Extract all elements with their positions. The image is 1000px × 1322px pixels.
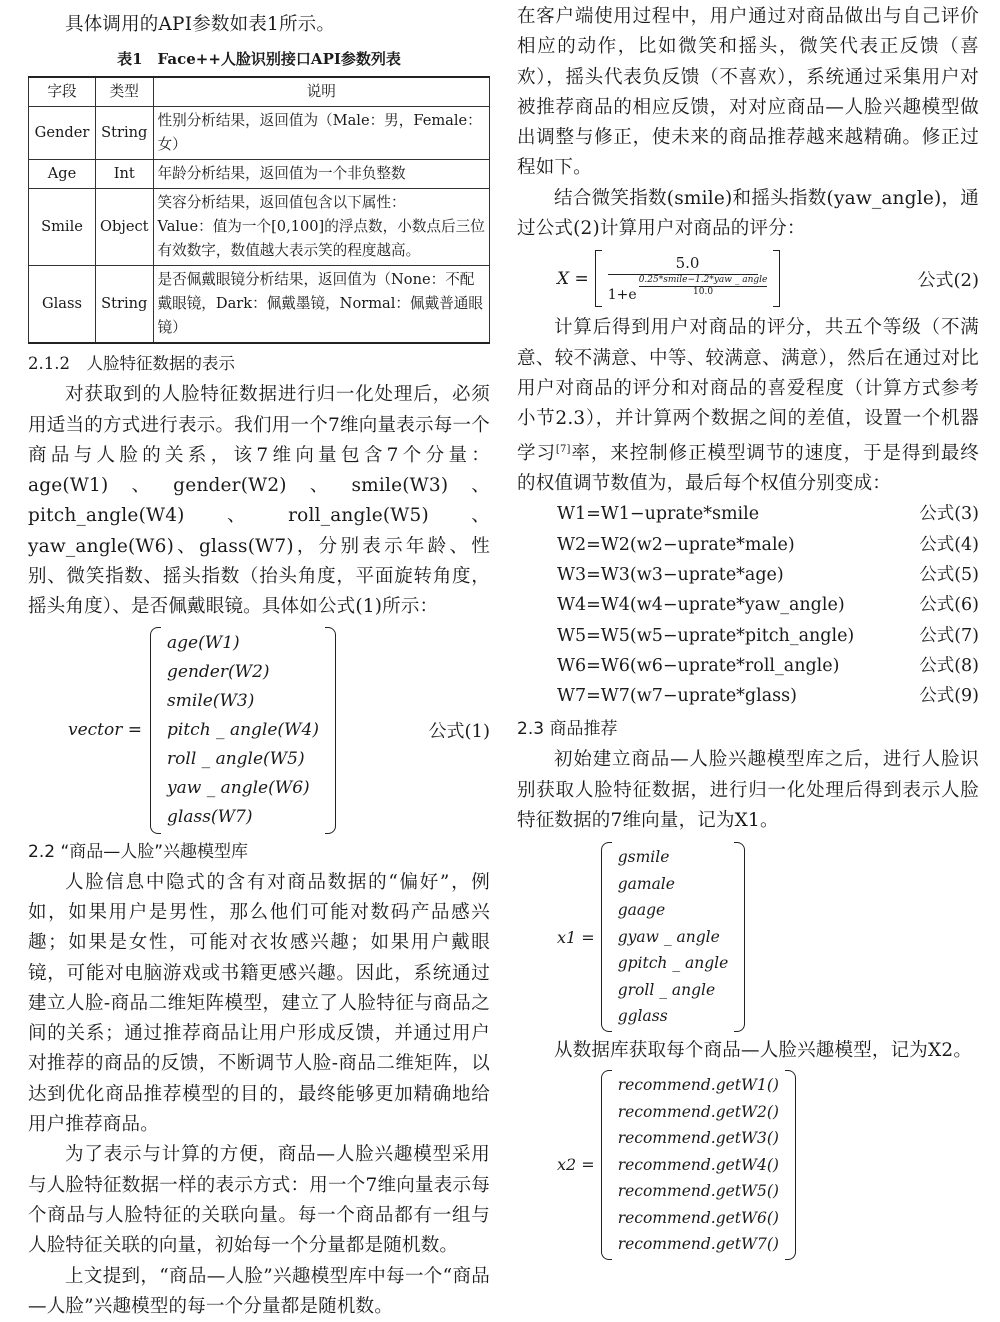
table-cell-type: String <box>96 107 154 160</box>
equation-number: 公式(8) <box>919 655 979 676</box>
equation-number: 公式(2) <box>917 269 979 291</box>
table-header: 类型 <box>96 77 154 107</box>
x1-vector-equation <box>557 842 979 1032</box>
table-header: 说明 <box>153 77 489 107</box>
vector-item: recommend.getW7() <box>617 1235 779 1254</box>
vector-item: smile(W3) <box>167 690 255 711</box>
equation-text: W1=W1−uprate*smile <box>557 504 760 525</box>
equation-text: W2=W2(w2−uprate*male) <box>557 534 795 555</box>
body-paragraph: 上文提到，“商品—人脸”兴趣模型库中每一个“商品—人脸”兴趣模型的每一个分量都是随机数。 <box>28 1265 490 1317</box>
vector-item: glass(W7) <box>167 806 253 827</box>
vector-item: gpitch _ angle <box>617 954 729 973</box>
equation-text: W3=W3(w3−uprate*age) <box>557 564 784 585</box>
vector-item: gender(W2) <box>167 661 270 682</box>
vector-item: gglass <box>617 1007 668 1026</box>
table-caption: 表1 Face++人脸识别接口API参数列表 <box>117 50 401 69</box>
equation-number: 公式(6) <box>919 595 979 616</box>
table-cell-type: Object <box>96 189 154 266</box>
vector-item: gyaw _ angle <box>617 927 720 946</box>
left-bracket <box>595 250 602 307</box>
api-parameter-table <box>28 76 490 344</box>
column-vector <box>601 842 746 1032</box>
weight-equation <box>517 560 979 590</box>
body-paragraph: 结合微笑指数(smile)和摇头指数(yaw_angle)，通过公式(2)计算用户对商品的评分： <box>517 187 979 240</box>
vector-item: yaw _ angle(W6) <box>167 777 310 798</box>
equation-text: W6=W6(w6−uprate*roll_angle) <box>557 655 840 676</box>
left-bracket <box>601 1070 612 1260</box>
table-row <box>29 160 490 189</box>
right-bracket <box>773 250 780 307</box>
equation-2 <box>557 250 979 307</box>
table-cell-field: Smile <box>29 189 96 266</box>
table-cell-field: Age <box>29 160 96 189</box>
vector-items <box>612 842 735 1032</box>
right-bracket <box>734 842 745 1032</box>
table-desc-line: 笑容分析结果，返回值包含以下属性： <box>157 194 406 212</box>
vector-items <box>161 627 325 834</box>
vector-item: groll _ angle <box>617 980 716 999</box>
right-bracket <box>325 627 336 834</box>
vector-equation <box>68 627 336 834</box>
equation-lhs: x1 = <box>557 927 595 947</box>
equation-text: W7=W7(w7−uprate*glass) <box>557 686 797 707</box>
body-paragraph: 从数据库获取每个商品—人脸兴趣模型，记为X2。 <box>554 1039 973 1061</box>
table-desc-line: Value：值为一个[0,100]的浮点数，小数点后三位 <box>157 218 485 236</box>
weight-equation <box>517 621 979 651</box>
table-header-row <box>29 77 490 107</box>
right-column <box>517 0 979 1260</box>
section-heading-2-2: 2.2 “商品—人脸”兴趣模型库 <box>28 841 249 862</box>
left-column <box>28 0 490 1322</box>
weight-equation <box>517 590 979 620</box>
table-cell-field: Glass <box>29 266 96 344</box>
weight-update-equations <box>517 499 979 711</box>
denominator-base: 1+e <box>607 287 637 304</box>
table-desc-line: 戴眼镜，Dark：佩戴墨镜，Normal：佩戴普通眼镜） <box>157 295 483 337</box>
column-vector <box>150 627 336 834</box>
weight-equation <box>517 499 979 529</box>
equation-number: 公式(3) <box>919 504 979 525</box>
weight-equation <box>517 681 979 711</box>
weight-equation <box>517 651 979 681</box>
equation-text: W4=W4(w4−uprate*yaw_angle) <box>557 595 845 616</box>
equation-lhs: x2 = <box>557 1155 595 1175</box>
equation-number: 公式(5) <box>919 564 979 585</box>
equation-lhs: vector = <box>68 720 143 741</box>
section-heading-2-3: 2.3 商品推荐 <box>517 719 618 740</box>
equation-number: 公式(4) <box>919 534 979 555</box>
equation-number: 公式(7) <box>919 625 979 646</box>
vector-item: recommend.getW2() <box>617 1102 779 1121</box>
equation-number: 公式(1) <box>428 721 490 743</box>
score-formula <box>557 250 780 307</box>
body-paragraph: 人脸信息中隐式的含有对商品数据的“偏好”，例如，如果用户是男性，那么他们可能对数码产品感兴趣；如果是女性，可能对衣妆感兴趣；如果用户戴眼镜，可能对电脑游戏或书籍更感兴趣。因此，系统通过建立人脸-商品二维矩阵模型，建立了人脸特征与商品之间的关系；通过推荐商品让用户形成反馈，并通过用户对推荐的商品的反馈，不断调节人脸-商品二维矩阵，以达到优化商品推荐模型的目的，最终能够更加精确地给用户推荐商品。 <box>28 871 490 1136</box>
column-vector <box>601 1070 796 1260</box>
fraction-numerator: 5.0 <box>675 254 700 273</box>
vector-item: recommend.getW4() <box>617 1155 779 1174</box>
x2-vector-equation <box>557 1070 979 1260</box>
table-row <box>29 189 490 266</box>
exponent-numerator: 0.25*smile−1.2*yaw _ angle <box>638 275 768 286</box>
vector-item: roll _ angle(W5) <box>167 748 305 769</box>
paragraph-text: 率，来控制修正模型调节的速度，于是得到最终的权值调节数值为，最后每个权值分别变成： <box>517 442 979 495</box>
exponent <box>639 275 768 298</box>
body-paragraph: 在客户端使用过程中，用户通过对商品做出与自己评价相应的动作，比如微笑和摇头，微笑代表正反馈（喜欢），摇头代表负反馈（不喜欢），系统通过采集用户对被推荐商品的相应反馈，对对应商品—人脸兴趣模型做出调整与修正，使未来的商品推荐越来越精确。修正过程如下。 <box>517 6 979 179</box>
table-cell-type: String <box>96 266 154 344</box>
body-paragraph <box>517 313 979 499</box>
right-bracket <box>785 1070 796 1260</box>
bracket-expression <box>595 250 781 307</box>
exponent-denominator: 10.0 <box>639 286 768 298</box>
equation-lhs: X = <box>557 268 589 289</box>
vector-item: gsmile <box>617 848 670 867</box>
vector-item: recommend.getW1() <box>617 1076 779 1095</box>
left-bracket <box>150 627 161 834</box>
table-desc-line: 有效数字，数值越大表示笑的程度越高。 <box>157 242 421 260</box>
vector-item: age(W1) <box>167 632 240 653</box>
citation-ref: [7] <box>555 443 571 455</box>
fraction <box>602 250 774 307</box>
vector-item: pitch _ angle(W4) <box>167 719 319 740</box>
weight-equation <box>517 530 979 560</box>
table-desc-line: 是否佩戴眼镜分析结果，返回值为（None：不配 <box>157 271 475 289</box>
paragraph-text: 计算后得到用户对商品的评分，共五个等级（不满意、较不满意、中等、较满意、满意），然后在通过对比用户对商品的评分和对商品的喜爱程度（计算方式参考小节2.3），并计算两个数据之间的差值，设置一个机器学习 <box>517 317 979 464</box>
table-cell-field: Gender <box>29 107 96 160</box>
equation-text: W5=W5(w5−uprate*pitch_angle) <box>557 625 855 646</box>
vector-item: recommend.getW3() <box>617 1129 779 1148</box>
body-paragraph: 为了表示与计算的方便，商品—人脸兴趣模型采用与人脸特征数据一样的表示方式：用一个7维向量表示每个商品与人脸特征的关联向量。每一个商品都有一组与人脸特征关联的向量，初始每一个分量都是随机数。 <box>28 1144 490 1257</box>
fraction-denominator <box>608 275 768 305</box>
table-cell-type: Int <box>96 160 154 189</box>
table-header: 字段 <box>29 77 96 107</box>
equation-number: 公式(9) <box>919 686 979 707</box>
table-row <box>29 107 490 160</box>
intro-paragraph: 具体调用的API参数如表1所示。 <box>65 14 336 35</box>
table-cell-desc <box>153 266 489 344</box>
vector-item: gaage <box>617 901 666 920</box>
section-heading-2-1-2: 2.1.2 人脸特征数据的表示 <box>28 354 235 374</box>
vector-item: gamale <box>617 874 675 893</box>
table-cell-desc: 年龄分析结果，返回值为一个非负整数 <box>153 160 489 189</box>
vector-item: recommend.getW5() <box>617 1182 779 1201</box>
table-cell-desc: 性别分析结果，返回值为（Male：男，Female：女） <box>153 107 489 160</box>
table-cell-desc <box>153 189 489 266</box>
body-paragraph: 初始建立商品—人脸兴趣模型库之后，进行人脸识别获取人脸特征数据，进行归一化处理后得到表示人脸特征数据的7维向量，记为X1。 <box>517 749 979 831</box>
vector-items <box>612 1070 785 1260</box>
table-row <box>29 266 490 344</box>
body-paragraph: 对获取到的人脸特征数据进行归一化处理后，必须用适当的方式进行表示。我们用一个7维向量表示每一个商品与人脸的关系，该7维向量包含7个分量：age(W1)、gender(W2)、smile(W3)、pitch_angle(W4)、roll_angle(W5)、yaw_angle(W6)、glass(W7)，分别表示年龄、性别、微笑指数、摇头指数（抬头角度，平面旋转角度，摇头角度）、是否佩戴眼镜。具体如公式(1)所示： <box>28 384 490 618</box>
vector-item: recommend.getW6() <box>617 1208 779 1227</box>
left-bracket <box>601 842 612 1032</box>
equation-1 <box>68 627 490 834</box>
